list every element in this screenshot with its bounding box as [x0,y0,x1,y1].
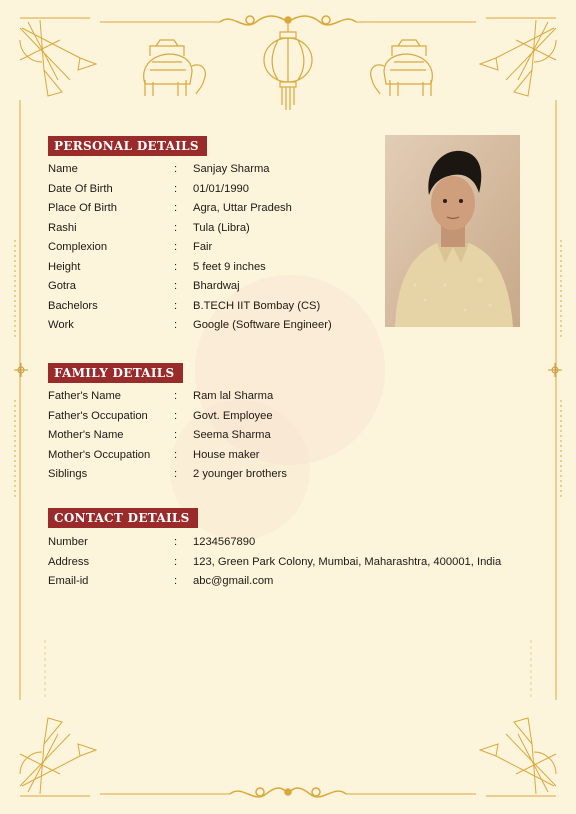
detail-value: 2 younger brothers [193,468,287,480]
separator: : [174,429,178,441]
detail-row [48,407,548,427]
detail-label: Date Of Birth [48,182,113,195]
family-details-list [48,387,548,485]
detail-label: Bachelors [48,299,98,312]
separator: : [174,241,178,253]
detail-value: Seema Sharma [193,429,271,441]
detail-value: 1234567890 [193,536,256,548]
detail-row [48,533,548,553]
detail-label: Complexion [48,241,108,253]
detail-value: 01/01/1990 [193,182,249,195]
scroll-ornament-icon [230,788,346,797]
elephant-icon [371,40,433,96]
detail-label: Work [48,319,74,331]
detail-row [48,387,548,407]
separator: : [174,409,178,422]
separator: : [174,299,178,312]
detail-value: Google (Software Engineer) [193,319,332,331]
detail-row [48,465,548,485]
border-lines [45,640,531,700]
detail-label: Gotra [48,280,76,292]
separator: : [174,202,178,214]
detail-value: Agra, Uttar Pradesh [193,202,292,214]
detail-value: Govt. Employee [193,409,273,422]
separator: : [174,182,178,195]
detail-row [48,572,548,592]
detail-label: Address [48,555,90,568]
family-details-heading: FAMILY DETAILS [48,363,183,383]
sunburst-corner-icon [20,718,96,794]
sunburst-corner-icon [480,20,556,96]
separator: : [174,468,178,480]
personal-details-heading: PERSONAL DETAILS [48,136,207,156]
sunburst-corner-icon [480,718,556,794]
detail-label: Mother's Name [48,429,124,441]
separator: : [174,280,178,292]
separator: : [174,575,178,587]
detail-label: Height [48,260,81,273]
detail-row [48,426,548,446]
profile-photo [385,135,520,327]
detail-label: Email-id [48,575,89,587]
detail-value: Sanjay Sharma [193,163,270,175]
separator: : [174,260,178,273]
detail-label: Name [48,163,78,175]
sunburst-corner-icon [20,20,96,96]
detail-value: 5 feet 9 inches [193,260,266,273]
separator: : [174,536,178,548]
contact-details-heading: CONTACT DETAILS [48,508,198,528]
separator: : [174,163,178,175]
separator: : [174,448,178,461]
elephant-icon [144,40,206,96]
detail-value: B.TECH IIT Bombay (CS) [193,299,321,312]
detail-value: abc@gmail.com [193,575,274,587]
separator: : [174,221,178,234]
detail-value: Ram lal Sharma [193,390,274,402]
detail-value: Bhardwaj [193,280,240,292]
detail-label: Rashi [48,221,77,234]
separator: : [174,319,178,331]
profile-photo-illustration [385,135,520,327]
detail-label: Siblings [48,468,88,480]
detail-value: Tula (Libra) [193,221,250,234]
detail-label: Mother's Occupation [48,448,151,461]
detail-label: Father's Occupation [48,409,148,422]
detail-value: House maker [193,448,260,461]
detail-label: Father's Name [48,390,122,402]
detail-label: Place Of Birth [48,202,118,214]
lantern-icon [264,22,312,110]
detail-value: 123, Green Park Colony, Mumbai, Maharashtra, 400001, India [193,555,502,568]
detail-value: Fair [193,241,213,253]
contact-details-list [48,533,548,592]
separator: : [174,555,178,568]
detail-row [48,446,548,466]
detail-row [48,553,548,573]
detail-label: Number [48,536,88,548]
separator: : [174,390,178,402]
